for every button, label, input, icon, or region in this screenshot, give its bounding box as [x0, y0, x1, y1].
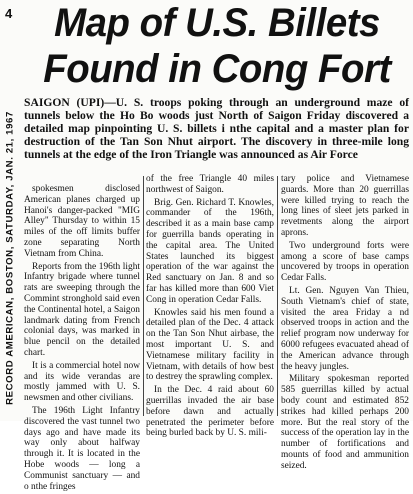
- page-number: 4: [5, 6, 13, 21]
- article-column-1: [24, 184, 140, 494]
- column-rule: [143, 176, 144, 416]
- headline: [24, 0, 410, 92]
- paragraph: tary police and Vietnamese guards. More than 20 guerrillas were killed trying to reach the long lines of sleet jets parked in revetments along the airport aprons.: [281, 174, 409, 238]
- paragraph: Reports from the 196th light Infantry brigade where tunnel rats are sweeping through the Commint stronghold said even the Continental hotel, a Saigon landmark dating from French colonial days, was marked in blue pencil on the detailed chart.: [24, 261, 140, 358]
- column-rule: [277, 176, 278, 416]
- paragraph: Two underground forts were among a score of base camps uncovered by troops in operation Cedar Falls.: [281, 240, 409, 284]
- side-strip: [0, 0, 20, 421]
- headline-line-1: Map of U.S. Billets: [54, 1, 380, 45]
- paragraph: In the Dec. 4 raid about 60 guerrillas invaded the air base before dawn and actually penetrated the perimeter before being burled back by U. S. mili-: [146, 385, 274, 439]
- headline-line-2: Found in Cong Fort: [43, 47, 391, 91]
- lead-paragraph: SAIGON (UPI)—U. S. troops poking through an underground maze of tunnels below the Ho Bo woods just North of Saigon Friday discovered a detailed map pinpointing U. S. billets i nthe capital and a master plan for destruction of the Tan Son Nhut airport. The discovery in three-mile long tunnels at the edge of the Iron Triangle was announced as Air Force: [24, 96, 409, 162]
- article-column-2: [146, 174, 274, 441]
- paragraph: It is a commercial hotel now and its wide verandas are mostly jammed with U. S. newsmen and other civilians.: [24, 360, 140, 404]
- paragraph: Knowles said his men found a detailed plan of the Dec. 4 attack on the Tan Son Nhut airbase, the most important U. S. and Vietnamese military facility in Vietnam, with details of how best to destrey the sprawling complex.: [146, 307, 274, 383]
- paragraph: Brig. Gen. Richard T. Knowles, commander of the 196th, described it as a main base camp for guerrilla bands operating in the capital area. The United States launched its biggest operation of the war against the Red sanctuary on Jan. 8 and so far has killed more than 600 Viet Cong in operation Cedar Falls.: [146, 197, 274, 305]
- paragraph: spokesmen disclosed American planes charged up Hanoi's danger-packed "MIG Alley" Thursday to within 15 miles of the off limits buffer zone separating North Vietnam from China.: [24, 184, 140, 259]
- paragraph: The 196th Light Infantry discovered the vast tunnel two days ago and have made its way only about halfway through it. It is located in the Hobe woods — long a Communist sanctuary — and o nthe fringes: [24, 405, 140, 492]
- vertical-dateline: RECORD AMERICAN, BOSTON, SATURDAY, JAN. 21, 1967: [4, 111, 16, 405]
- paragraph: of the free Triangle 40 miles northwest of Saigon.: [146, 174, 274, 195]
- paragraph: Military spokesman reported 585 guerrillas killed by actual body count and estimated 852 strikes had killed perhaps 200 more. But the real story of the success of the operation lay in the number of fortifications and mounts of food and ammunition seized.: [281, 374, 409, 471]
- article-column-3: [281, 174, 409, 474]
- paragraph: Lt. Gen. Nguyen Van Thieu, South Vietnam's chief of state, visited the area Friday a nd observed troops in action and the relief program now underway for 6000 refugees evacuated ahead of the American advance through the heavy jungles.: [281, 285, 409, 372]
